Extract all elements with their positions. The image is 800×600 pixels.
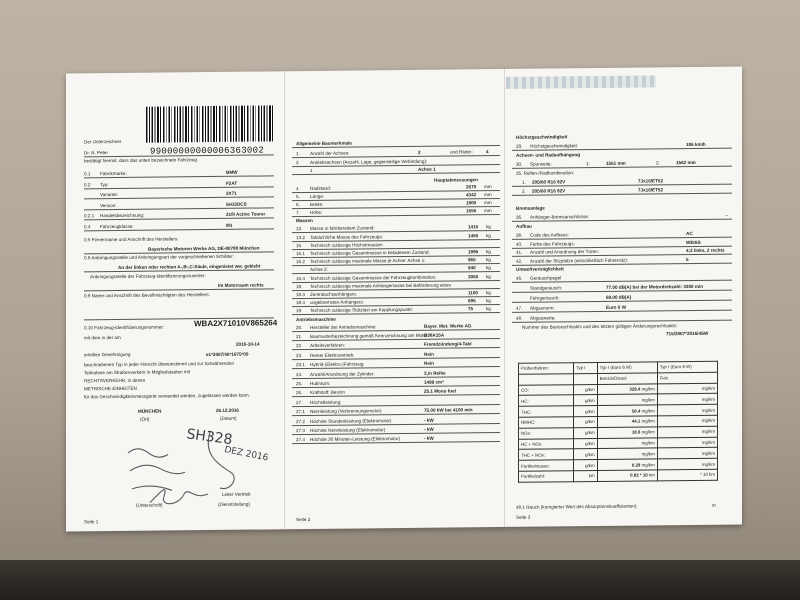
type1-unit: g/km	[574, 406, 598, 417]
emission-row	[519, 469, 718, 482]
approval-number: e1*2007/46*1675*00	[206, 351, 249, 358]
p3-brake-header: Bremsanlage	[516, 205, 545, 211]
field-unit: kg	[486, 289, 491, 296]
field-label: Anzahl/Anordnung der Zylinder:	[310, 370, 375, 377]
type1-unit: g/km	[574, 416, 598, 427]
tyre-value: 205/60 R16 92V	[532, 179, 566, 185]
pollutant-label: HC:	[519, 395, 574, 406]
type1-unit: g/km	[574, 449, 598, 460]
field-label: Arbeitsverfahren:	[310, 342, 345, 349]
barcode-number: 99000000000006363002	[150, 145, 265, 157]
field-value: WEISS	[686, 239, 701, 245]
unit: km	[648, 472, 655, 478]
field-value: 5H15DCS	[226, 201, 247, 207]
fin-location-label: Anbringungsstelle der Fahrzeug-Identifizierungsnummer:	[90, 273, 206, 280]
field-label: Farbe des Fahrzeugs:	[530, 240, 575, 247]
page3-footer: Seite 3	[516, 514, 531, 520]
field-label: Typ:	[100, 181, 109, 187]
gas-unit: mg/km	[657, 383, 717, 394]
value: 329.4	[629, 386, 641, 392]
place: MÜNCHEN	[138, 408, 162, 414]
field-number: 5.	[296, 193, 300, 199]
field-value: 3060	[468, 273, 479, 279]
field-unit: mm	[484, 199, 492, 206]
field-label: Standgeräusch:	[530, 285, 563, 291]
field-number: 20.	[296, 324, 303, 330]
field-number: 24.	[296, 371, 303, 377]
field-number: 18.3	[296, 291, 305, 298]
euro6-value	[597, 459, 657, 470]
field-unit: kg	[486, 224, 491, 230]
emissions-table	[518, 361, 718, 483]
field-number: 27.3	[296, 427, 305, 434]
type1-unit: g/km	[574, 460, 598, 471]
field-value: -	[726, 212, 728, 218]
signed-date: 26.12.2016	[216, 407, 239, 413]
field-label: 1	[310, 167, 313, 173]
emission-cell: Gas	[657, 372, 717, 383]
unit: mg/km	[641, 429, 655, 435]
field-value: 2X71	[226, 190, 237, 196]
euro6-value	[597, 405, 657, 416]
field-value: 1895	[468, 249, 479, 255]
unit: mg/km	[641, 461, 655, 468]
field-label: Baumusterbezeichnung gemäß Kennzeichnung am Motor:	[310, 332, 429, 339]
pollutant-label: HC + NOx:	[519, 438, 574, 449]
tyre-value: 205/60 R16 92V	[532, 188, 566, 194]
field-label: Code des Aufbaus:	[530, 232, 569, 238]
field-value: AC	[686, 230, 693, 237]
gas-unit: * 10 km	[657, 469, 717, 480]
p2-engine-header: Antriebsmaschine	[296, 316, 336, 322]
field-value: BMW	[226, 169, 238, 175]
manufacturer-value: Bayerische Motoren Werke AG, DE-80788 München	[148, 245, 260, 252]
field-label: Höchstgeschwindigkeit:	[530, 143, 579, 149]
field-label: Anzahl der Sitzplätze (einschließlich Fahrersitz):	[530, 257, 629, 264]
field-value: 695	[468, 298, 476, 304]
value: 0.29	[631, 462, 641, 468]
field-extra-value: 4	[486, 149, 489, 155]
signature-label: (Unterschrift)	[136, 502, 163, 508]
fold-line	[504, 69, 505, 527]
field-number: 0.4	[84, 223, 91, 229]
field-value: 69.00 dB(A)	[606, 294, 632, 300]
rim-value: 7Jx16/ET52	[638, 187, 664, 193]
field-label: Höchste Nennleistung (Elektromotor)	[310, 427, 386, 433]
field-value: 3,in Reihe	[424, 370, 446, 376]
statement-line: RECHTSVERKEHR, in denen	[84, 377, 146, 384]
authorised-rep-label: 0.9 Name und Anschrift des Bevollmächtigten des Herstellers:	[84, 292, 210, 299]
value: 44.1	[631, 418, 641, 424]
pollutant-label: Partikelzahl:	[519, 471, 574, 482]
field-number: 36.	[516, 214, 523, 220]
gas-unit: mg/km	[657, 394, 717, 405]
statement-line: für das Geschwindigkeitsmessgerät verwendet werden, zugelassen werden kann.	[84, 392, 250, 400]
field-label: Fahrzeugklasse:	[100, 223, 134, 229]
emission-cell: Benzin/Diesel	[597, 373, 657, 384]
fold-line	[284, 71, 285, 529]
field-label: Technisch zulässige Stützlast am Kupplungspunkt:	[310, 307, 413, 314]
p3-axle-header: Achsen- und Radaufhängung	[516, 152, 581, 158]
euro6-value	[597, 394, 657, 405]
euro6-value	[597, 416, 657, 427]
field-unit: mm	[484, 208, 492, 214]
vin-value: WBA2X71010V865264	[194, 318, 278, 329]
field-label: Hubraum:	[310, 380, 331, 386]
pollutant-label: THC:	[519, 406, 574, 417]
page2-footer: Seite 2	[296, 516, 311, 523]
unit: mg/km	[641, 397, 655, 403]
field-number: 0.1	[84, 171, 91, 177]
field-label: Abgaswerte:	[530, 315, 556, 321]
field-number: 16.1	[296, 250, 305, 257]
field-label: Technisch zulässige Höchstmassen	[310, 241, 383, 248]
field-unit: kg	[486, 306, 491, 312]
field-label: Technisch zulässige maximale Anhängemasse bei Beförderung eines	[310, 282, 451, 289]
type1-unit: g/km	[574, 427, 598, 438]
value: 0.82 * 10	[630, 472, 648, 478]
smoke-label: 48.1 Rauch (korrigierter Wert des Absorptionskoeffizienten):	[516, 503, 638, 510]
field-number: 16.	[296, 242, 303, 248]
field-unit: mm	[484, 191, 492, 197]
field-label: Radstand:	[310, 185, 331, 191]
field-label: Geräuschpegel	[530, 275, 562, 282]
type1-unit: g/km	[574, 438, 598, 449]
field-number: 38.	[516, 232, 523, 238]
field-label: Hybrid-(Elektro-)Fahrzeug:	[310, 361, 365, 368]
field-value: Nein	[424, 351, 434, 357]
field-number: 23.	[296, 352, 303, 358]
smoke-unit: m	[712, 502, 716, 508]
place-label: (Ort)	[140, 416, 150, 422]
field-value: 1100	[468, 290, 478, 296]
stamp-code: SH328	[185, 426, 234, 449]
field-number: 16.2	[296, 259, 305, 265]
label-unterzeichner: Der Unterzeichner	[84, 138, 122, 145]
field-number: 0.2.1	[84, 213, 95, 219]
field-unit: mm	[484, 183, 492, 189]
schilder-label: 0.6 Anbringungsstelle und Anbringungsart der vorgeschriebenen Schilder:	[84, 253, 234, 261]
unit: mg/km	[641, 407, 655, 414]
pollutant-label: NOx:	[519, 428, 574, 439]
manufacturer-label: 0.5 Firmenname und Anschrift des Herstellers:	[84, 236, 179, 243]
field-value: 2670	[466, 183, 477, 189]
field-number: 0.2	[84, 181, 91, 187]
field-label: Masse in fahrbereitem Zustand:	[310, 225, 375, 232]
unit: mg/km	[641, 418, 655, 424]
field-value: 25.1 Mono fuel	[424, 388, 456, 395]
gas-unit: mg/km	[657, 437, 717, 448]
field-number: 2.	[296, 159, 300, 165]
field-unit: kg	[486, 273, 491, 279]
track-front-label: 1:	[586, 161, 590, 167]
hologram-strip	[506, 75, 656, 89]
tyre-number: 2.	[522, 188, 526, 194]
field-value: Fremdzündung/4-Takt	[424, 341, 472, 348]
field-value: 1499 cm³	[424, 379, 444, 385]
field-value: - kW	[424, 435, 434, 442]
basis-value: 715/2007*2016/4SW	[666, 331, 709, 337]
field-value: Euro 6 W	[606, 304, 626, 310]
gas-unit: mg/km	[657, 426, 717, 437]
fin-label: 0.10 Fahrzeug-Identifizierungsnummer:	[84, 324, 165, 331]
euro6-value	[597, 437, 657, 448]
field-label: Variante:	[100, 191, 119, 198]
page1-footer: Seite 1	[84, 519, 99, 525]
field-value: - kW	[424, 417, 434, 423]
value: 58.4	[631, 408, 641, 414]
field-label: Handelsbezeichnung:	[100, 212, 145, 219]
value: 18.6	[631, 429, 641, 435]
field-value: 186 km/h	[686, 141, 706, 148]
field-value: 940	[468, 265, 476, 271]
field-unit: kg	[486, 265, 491, 271]
field-number: 48.	[516, 315, 523, 321]
field-value: 77.00 dB(A) bei der Motordrehzahl: 3300 min	[606, 284, 704, 291]
unit: mg/km	[641, 386, 655, 392]
field-label: Höchste 30 Minuten-Leistung (Elektromotor)	[310, 436, 401, 443]
field-label: Version:	[100, 202, 117, 208]
emission-cell: Typ I (Euro 6 W)	[657, 361, 717, 372]
field-number: 46.	[516, 276, 523, 282]
fin-location-value: Im Motorraum rechts	[218, 282, 264, 288]
field-value: Achse 1	[418, 166, 436, 172]
field-label: Technisch zulässige Gesamtmasse in beladenem Zustand:	[310, 249, 430, 256]
field-number: 42.	[516, 258, 523, 264]
signer-name: Dr. N. Peter	[84, 150, 108, 156]
p2-mass-header: Massen	[296, 218, 313, 224]
gas-unit: mg/km	[657, 448, 717, 459]
p2-header: Allgemeine Baumerkmale	[296, 140, 352, 147]
type1-unit: g/km	[574, 384, 598, 395]
coc-document	[66, 66, 742, 531]
field-number: 23.1	[296, 362, 305, 368]
field-value: Bayer. Mot. Werke AG	[424, 322, 472, 329]
field-value: B38A15A	[424, 332, 445, 338]
field-number: 25.	[296, 380, 303, 387]
field-label: Breite:	[310, 201, 324, 207]
field-value: F2AT	[226, 180, 238, 186]
field-label: Höhe:	[310, 209, 323, 216]
field-label: Anzahl der Achsen:	[310, 150, 350, 156]
field-value: 965	[468, 257, 476, 263]
field-label: Anzahl und Anordnung der Türen:	[530, 249, 599, 255]
gas-unit: mg/km	[657, 404, 717, 415]
field-number: 13.	[296, 226, 303, 232]
approval-date: 2016-10-14	[236, 341, 260, 347]
field-number: 27.4	[296, 437, 305, 443]
euro6-value	[597, 470, 657, 481]
field-number: 22.	[296, 343, 303, 349]
field-label: Zentralachsanhängers:	[310, 291, 357, 297]
field-number: 1.	[296, 151, 300, 157]
field-label: Reiner Elektroantrieb:	[310, 352, 355, 358]
pollutant-label: CO:	[519, 384, 574, 395]
field-label: Fahrgeräusch:	[530, 295, 560, 301]
field-value: M1	[226, 222, 233, 228]
p3-env-header: Umweltverträglichkeit	[516, 266, 564, 273]
field-value: 1555	[466, 208, 477, 214]
field-number: 30.	[516, 161, 523, 167]
statement-line: beschriebenen Typ in jeder Hinsicht übereinstimmt und zur fortwährenden	[84, 360, 235, 368]
field-label: Abgasnorm:	[530, 305, 555, 311]
field-label: Nennleistung (Verbrennungsmotor)	[310, 408, 382, 415]
field-number: 27.1	[296, 409, 305, 415]
field-value: 4342	[466, 191, 477, 198]
field-label: Höchste Stundenleistung (Elektromotor)	[310, 417, 392, 424]
field-value: 1415	[468, 224, 479, 230]
field-extra-label: und Räder:	[450, 149, 473, 155]
track-rear-value: 1562 mm	[676, 159, 696, 166]
approval-label: erteilten Genehmigung	[84, 351, 131, 358]
emission-cell	[574, 373, 598, 384]
field-value: Nein	[424, 360, 434, 366]
emission-cell: Typ I	[574, 362, 598, 373]
field-value: - kW	[424, 426, 434, 432]
field-label: Höchstleistung:	[310, 399, 342, 405]
date-label: mit dem in der am	[84, 334, 121, 341]
field-label: Spurweite:	[530, 161, 552, 167]
field-number: 26.	[296, 390, 303, 396]
track-front-value: 1561 mm	[606, 160, 626, 166]
field-label: Antriebsachsen (Anzahl, Lage, gegenseitige Verbindung):	[310, 158, 428, 165]
field-label: Hersteller der Antriebsmaschine:	[310, 323, 377, 330]
field-number: 21.	[296, 333, 303, 340]
field-number: 19.	[296, 308, 303, 314]
gas-unit: mg/km	[657, 415, 717, 426]
field-value: 75.00 kW bei 4100 min	[424, 407, 473, 413]
unit: mg/km	[641, 451, 655, 457]
field-value: 2	[418, 149, 421, 155]
field-value: 4;2 links, 2 rechts	[686, 247, 725, 254]
p3-speed-header: Höchstgeschwindigkeit	[516, 134, 568, 140]
stamp-date: DEZ 2016	[223, 445, 270, 464]
role-label: (Dienststellung)	[218, 501, 250, 507]
field-number: 27.	[296, 399, 303, 405]
emission-cell: Prüfverfahren:	[519, 363, 574, 374]
field-unit: kg	[486, 257, 491, 263]
signed-date-label: (Datum)	[220, 415, 237, 421]
pollutant-label: THC + NOx:	[519, 449, 574, 460]
type1-unit: g/km	[574, 395, 598, 406]
field-label: Technisch zulässige Gesamtmasse der Fahrzeugkombination:	[310, 274, 437, 281]
field-value: 75	[468, 306, 474, 312]
pollutant-label: NMHC:	[519, 417, 574, 428]
statement-line: METRISCHE EINHEITEN	[84, 385, 137, 392]
schilder-value: An der linken oder rechten A-,B-,C-Säule, eingenietet ww. geklebt	[118, 263, 261, 270]
rim-value: 7Jx16/ET52	[638, 178, 664, 184]
statement-line: Teilnahme am Straßenverkehr in Mitgliedstaaten mit	[84, 369, 190, 376]
field-number: 13.2	[296, 234, 305, 240]
tyre-label: 35. Reifen-/Radkombination:	[516, 170, 575, 176]
field-number: 41.	[516, 249, 523, 256]
field-value: 5	[686, 256, 689, 262]
basis-note: Nummer des Basisrechtsakts und des letzten gültigen Änderungsrechtsakts:	[522, 323, 678, 331]
field-number: 18.	[296, 283, 303, 289]
field-number: 6.	[296, 201, 300, 208]
pollutant-label: Partikelmasse:	[519, 460, 574, 471]
field-label: Tatsächliche Masse des Fahrzeugs:	[310, 233, 384, 240]
euro6-value	[597, 383, 657, 394]
field-label: Achse 2:	[310, 267, 328, 273]
field-number: 18.4	[296, 300, 305, 306]
field-number: 40.	[516, 241, 523, 247]
track-rear-label: 2:	[656, 160, 660, 166]
euro6-value	[597, 448, 657, 459]
field-number: 47.	[516, 305, 523, 311]
type1-unit: km	[574, 470, 598, 481]
p3-body-header: Aufbau	[516, 223, 532, 229]
emission-cell: Typ I (Euro 6 W)	[597, 362, 657, 373]
field-unit: kg	[486, 232, 491, 238]
field-label: Kraftstoff: Benzin	[310, 389, 345, 396]
field-number: 16.4	[296, 275, 305, 281]
field-label: Technisch zulässige maximale Masse je Achse: Achse 1:	[310, 257, 426, 265]
field-number: 29.	[516, 143, 523, 149]
field-value: 1455	[468, 232, 479, 238]
field-label: ungebremsten Anhängers:	[310, 299, 364, 306]
field-number: 27.2	[296, 418, 305, 424]
field-number: 7.	[296, 210, 300, 216]
table-edge	[0, 560, 800, 600]
emission-cell	[519, 374, 574, 385]
field-label: Anhänger-Bremsanschlüsse:	[530, 214, 589, 220]
field-unit: kg	[486, 248, 491, 255]
field-value: 1800	[466, 200, 477, 206]
tyre-number: 1.	[522, 179, 526, 185]
unit: mg/km	[641, 440, 655, 446]
field-number: 4.	[296, 185, 300, 191]
field-unit: kg	[486, 298, 491, 304]
field-label: Fabrikmarke:	[100, 170, 127, 177]
euro6-value	[597, 427, 657, 438]
field-value: 218i Active Tourer	[226, 211, 266, 217]
barcode	[146, 105, 274, 142]
field-label: Länge:	[310, 193, 325, 199]
gas-unit: mg/km	[657, 458, 717, 469]
confirm-text: bestätigt hiermit, dass das unten bezeichnete Fahrzeug	[84, 157, 197, 164]
p2-dims-header: Hauptabmessungen	[434, 176, 478, 183]
role: Leiter Vertrieb	[222, 491, 251, 497]
